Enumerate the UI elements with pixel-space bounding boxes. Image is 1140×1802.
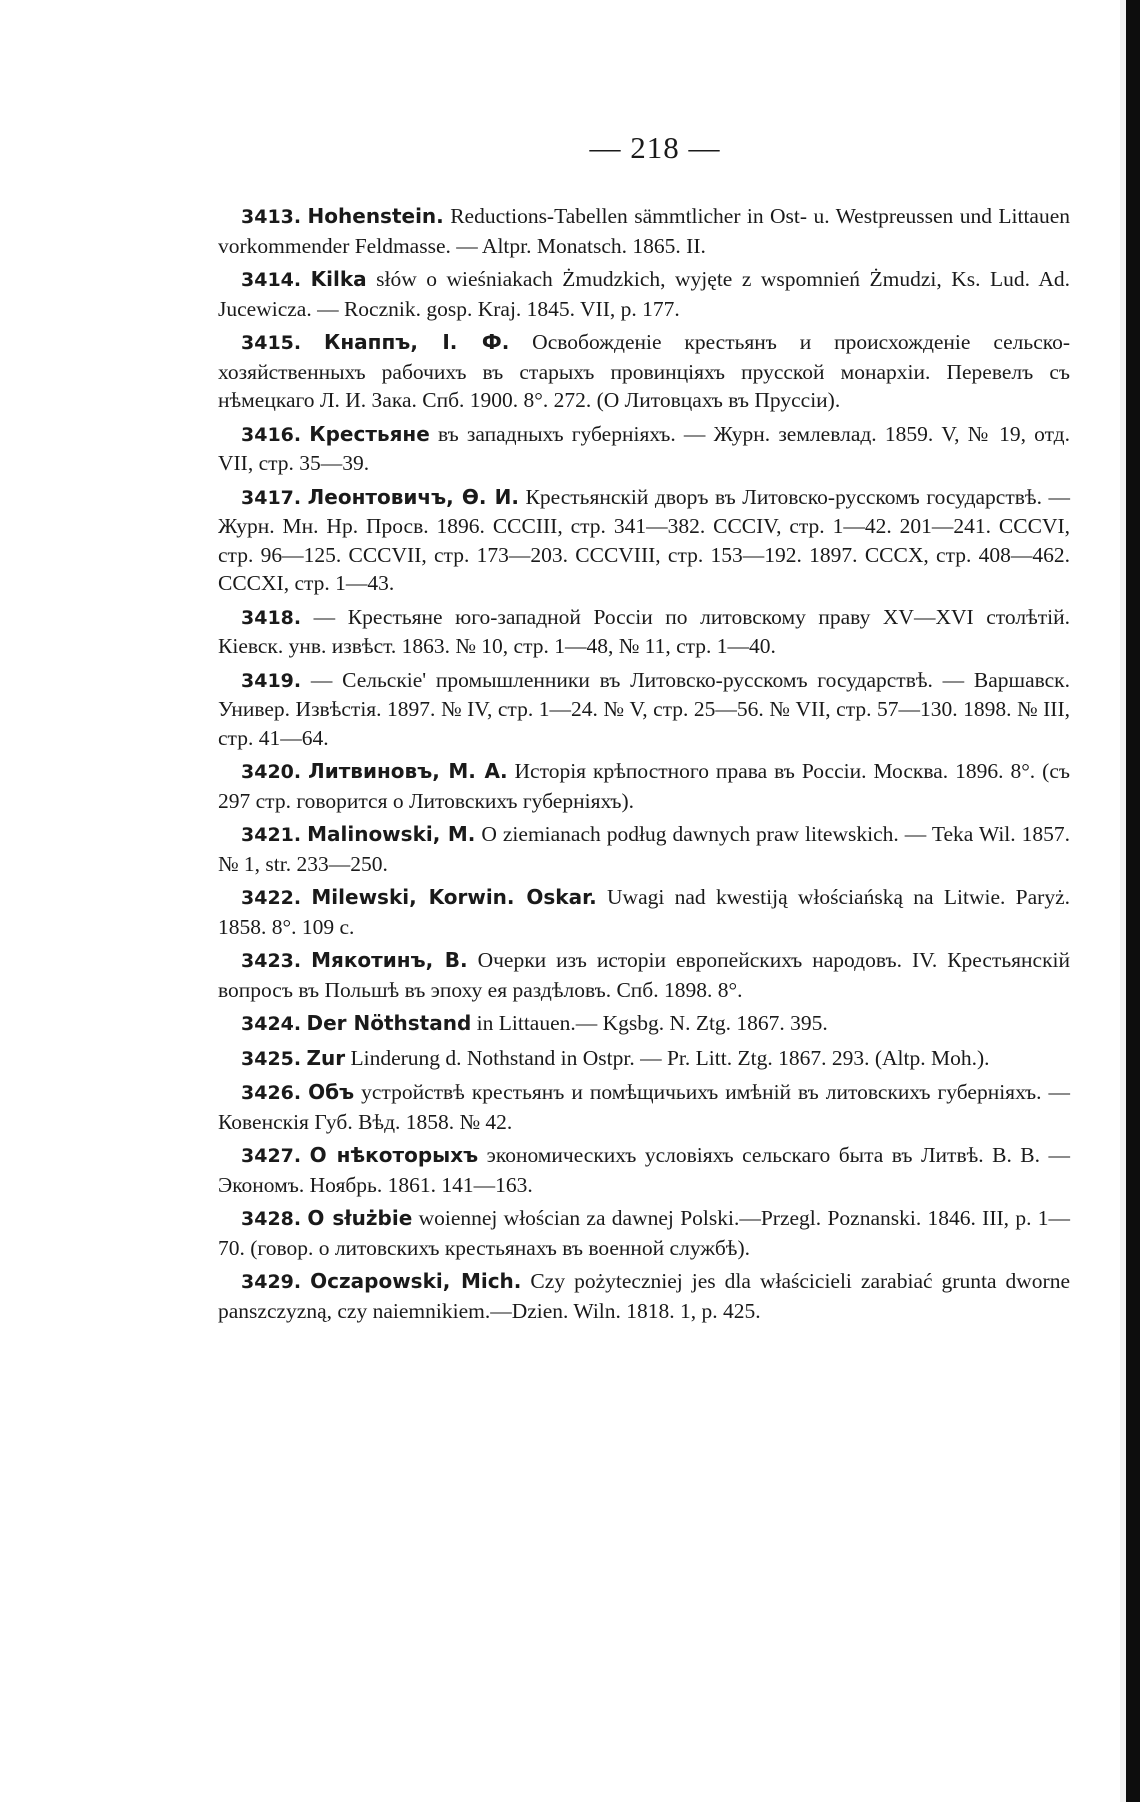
entry-text: woiennej włościan za dawnej Polski.—Przegl. Poznanski. 1846. III, p. 1—70. (говор. о литовскихъ крестьянахъ въ военной службѣ). <box>218 1206 1071 1260</box>
bibliography-entry <box>218 820 1070 878</box>
entry-author: Malinowski, M. <box>307 822 476 846</box>
bibliography-entry <box>218 1044 1070 1074</box>
entry-number: 3422. <box>241 887 302 909</box>
entry-author: Oczapowski, Mich. <box>310 1269 522 1293</box>
document-page <box>218 130 1070 1330</box>
entry-text: Linderung d. Nothstand in Ostpr. — Pr. Litt. Ztg. 1867. 293. (Altp. Moh.). <box>345 1045 990 1070</box>
entry-number: 3423. <box>241 950 302 972</box>
entry-text: — Сельскіе' промышленники въ Литовско-русскомъ государствѣ. — Варшавск. Универ. Извѣстія. 1897. № IV, стр. 1—24. № V, стр. 25—56. № VII, стр. 57—130. 1898. № III, стр. 41—64. <box>218 667 1071 750</box>
bibliography-entry <box>218 202 1070 260</box>
bibliography-entry <box>218 483 1070 598</box>
entry-author: Hohenstein. <box>307 204 444 228</box>
bibliography-entry <box>218 883 1070 941</box>
bibliography-entry <box>218 1009 1070 1039</box>
entry-number: 3415. <box>241 332 302 354</box>
entry-number: 3414. <box>241 269 302 291</box>
entry-text: Очерки изъ исторіи европейскихъ народовъ. IV. Крестьянскій вопросъ въ Польшѣ въ эпоху ея раздѣловъ. Спб. 1898. 8°. <box>218 948 1070 1002</box>
entry-author: Объ <box>308 1080 355 1104</box>
entry-number: 3413. <box>241 206 302 228</box>
entry-text: Крестьянскій дворъ въ Литовско-русскомъ государствѣ. — Журн. Мн. Нр. Просв. 1896. CCCIII, стр. 341—382. CCCIV, стр. 1—42. 201—241. CCCVI, стр. 96—125. CCCVII, стр. 173—203. CCCVIII, стр. 153—192. 1897. CCCX, стр. 408—462. CCCXI, стр. 1—43. <box>218 484 1070 595</box>
entry-text: Освобожденіе крестьянъ и происхожденіе сельско-хозяйственныхъ рабочихъ въ старыхъ провинціяхъ прусской монархіи. Перевелъ съ нѣмецкаго Л. И. Зака. Спб. 1900. 8°. 272. (О Литовцахъ въ Пруссіи). <box>218 330 1071 412</box>
bibliography-entry <box>218 946 1070 1004</box>
entry-number: 3417. <box>241 486 302 509</box>
bibliography-entry <box>218 603 1070 661</box>
entry-author: Кнаппъ, I. Ф. <box>323 330 510 354</box>
entry-author: Kilka <box>310 267 367 291</box>
book-spine-shadow <box>1126 0 1140 1802</box>
bibliography-entry <box>218 1267 1070 1325</box>
entry-text: Reductions-Tabellen sämmtlicher in Ost- u. Westpreussen und Littauen vorkommender Feldmasse. — Altpr. Monatsch. 1865. II. <box>218 204 1071 258</box>
entry-text: Исторія крѣпостного права въ Россіи. Москва. 1896. 8°. (съ 297 стр. говорится о Литовскихъ губерніяхъ). <box>218 759 1070 813</box>
entry-text: экономическихъ условіяхъ сельскаго быта въ Литвѣ. В. В. — Экономъ. Ноябрь. 1861. 141—163. <box>218 1143 1070 1197</box>
entry-text: in Littauen.— Kgsbg. N. Ztg. 1867. 395. <box>471 1011 828 1035</box>
bibliography-entry <box>218 1204 1070 1262</box>
bibliography-entry <box>218 666 1070 753</box>
bibliography-entry <box>218 1141 1070 1199</box>
entry-number: 3418. <box>241 606 302 629</box>
entry-number: 3419. <box>241 669 302 692</box>
entry-author: О нѣкоторыхъ <box>309 1143 479 1167</box>
entry-text: O ziemianach podług dawnych praw litewskich. — Teka Wil. 1857. № 1, str. 233—250. <box>218 822 1070 876</box>
entry-text: — Крестьяне юго-западной Россіи по литовскому праву XV—XVI столѣтій. Кіевск. унв. извѣст. 1863. № 10, стр. 1—48, № 11, стр. 1—40. <box>218 604 1070 658</box>
entry-text: Uwagi nad kwestiją włościańską na Litwie. Paryż. 1858. 8°. 109 c. <box>218 885 1071 939</box>
bibliography-entry <box>218 757 1070 815</box>
bibliography-list <box>218 202 1070 1325</box>
entry-number: 3421. <box>241 824 302 846</box>
entry-number: 3428. <box>241 1208 302 1230</box>
entry-number: 3424. <box>241 1013 302 1035</box>
entry-author: Milewski, Korwin. Oskar. <box>311 885 597 909</box>
bibliography-entry <box>218 1078 1070 1136</box>
entry-author: Der Nöthstand <box>306 1011 472 1035</box>
bibliography-entry <box>218 420 1070 478</box>
entry-text: въ западныхъ губерніяхъ. — Журн. землевлад. 1859. V, № 19, отд. VII, стр. 35—39. <box>218 421 1071 475</box>
entry-author: Литвиновъ, М. А. <box>308 759 508 783</box>
entry-author: Леонтовичъ, Ѳ. И. <box>307 484 519 509</box>
entry-number: 3420. <box>241 761 302 783</box>
entry-number: 3416. <box>241 423 302 446</box>
entry-text: устройствѣ крестьянъ и помѣщичьихъ имѣній въ литовскихъ губерніяхъ. — Ковенскія Губ. Вѣд. 1858. № 42. <box>218 1080 1071 1134</box>
entry-author: Zur <box>306 1045 346 1070</box>
entry-text: słów o wieśniakach Żmudzkich, wyjęte z wspomnień Żmudzi, Ks. Lud. Ad. Jucewicza. — Rocznik. gosp. Kraj. 1845. VII, p. 177. <box>218 267 1070 321</box>
entry-text: Czy pożyteczniej jes dla właścicieli zarabiać grunta dworne panszczyzną, czy naiemnikiem.—Dzien. Wiln. 1818. 1, p. 425. <box>218 1269 1070 1323</box>
entry-number: 3426. <box>241 1082 302 1104</box>
entry-author: Крестьяне <box>309 421 430 446</box>
bibliography-entry <box>218 328 1070 415</box>
entry-number: 3429. <box>241 1271 302 1293</box>
bibliography-entry <box>218 265 1070 323</box>
entry-number: 3425. <box>241 1047 302 1070</box>
page-number: — 218 — <box>589 130 721 165</box>
entry-number: 3427. <box>241 1145 302 1167</box>
entry-author: Мякотинъ, В. <box>311 948 468 972</box>
entry-author: O służbie <box>307 1206 413 1230</box>
